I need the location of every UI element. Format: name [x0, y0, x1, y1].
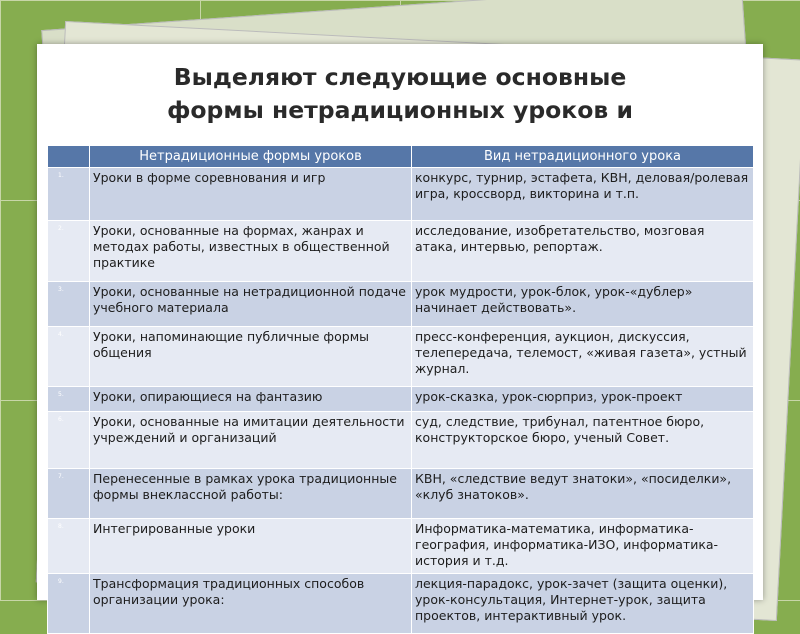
row-number: 9. [48, 574, 90, 634]
table-row [48, 412, 754, 469]
table-row [48, 221, 754, 282]
row-kind: пресс-конференция, аукцион, дискуссия, телепередача, телемост, «живая газета», устный журнал. [412, 327, 754, 387]
row-number: 4. [48, 327, 90, 387]
slide-sheet [37, 44, 763, 623]
column-header-number [48, 146, 90, 168]
row-kind: урок мудрости, урок-блок, урок-«дублер» начинает действовать». [412, 282, 754, 327]
row-form: Уроки, опирающиеся на фантазию [90, 387, 412, 412]
row-kind: суд, следствие, трибунал, патентное бюро, конструкторское бюро, ученый Совет. [412, 412, 754, 469]
table-row [48, 327, 754, 387]
column-header-kind: Вид нетрадиционного урока [412, 146, 754, 168]
row-form: Перенесенные в рамках урока традиционные формы внеклассной работы: [90, 469, 412, 519]
row-number: 3. [48, 282, 90, 327]
row-form: Интегрированные уроки [90, 519, 412, 574]
table-row [48, 387, 754, 412]
table-row [48, 282, 754, 327]
row-number: 8. [48, 519, 90, 574]
row-number: 5. [48, 387, 90, 412]
title-line-1: Выделяют следующие основные [173, 63, 627, 91]
table-header-row [48, 146, 754, 168]
slide-title [37, 61, 763, 127]
row-kind: Информатика-математика, информатика-география, информатика-ИЗО, информатика-история и т.д. [412, 519, 754, 574]
row-kind: лекция-парадокс, урок-зачет (защита оценки), урок-консультация, Интернет-урок, защита проектов, интерактивный урок. [412, 574, 754, 634]
row-form: Уроки, основанные на нетрадиционной подаче учебного материала [90, 282, 412, 327]
row-kind: урок-сказка, урок-сюрприз, урок-проект [412, 387, 754, 412]
row-number: 7. [48, 469, 90, 519]
title-line-2: формы нетрадиционных уроков и [167, 96, 633, 124]
row-kind: конкурс, турнир, эстафета, КВН, деловая/ролевая игра, кроссворд, викторина и т.п. [412, 168, 754, 221]
row-kind: КВН, «следствие ведут знатоки», «посиделки», «клуб знатоков». [412, 469, 754, 519]
table-row [48, 519, 754, 574]
row-form: Уроки, основанные на формах, жанрах и методах работы, известных в общественной практике [90, 221, 412, 282]
row-form: Уроки в форме соревнования и игр [90, 168, 412, 221]
row-number: 6. [48, 412, 90, 469]
row-kind: исследование, изобретательство, мозговая атака, интервью, репортаж. [412, 221, 754, 282]
row-form: Трансформация традиционных способов организации урока: [90, 574, 412, 634]
column-header-form: Нетрадиционные формы уроков [90, 146, 412, 168]
table-row [48, 168, 754, 221]
row-form: Уроки, напоминающие публичные формы общения [90, 327, 412, 387]
row-form: Уроки, основанные на имитации деятельности учреждений и организаций [90, 412, 412, 469]
row-number: 1. [48, 168, 90, 221]
table-row [48, 469, 754, 519]
table-row [48, 574, 754, 634]
lesson-forms-table [47, 145, 754, 634]
row-number: 2. [48, 221, 90, 282]
